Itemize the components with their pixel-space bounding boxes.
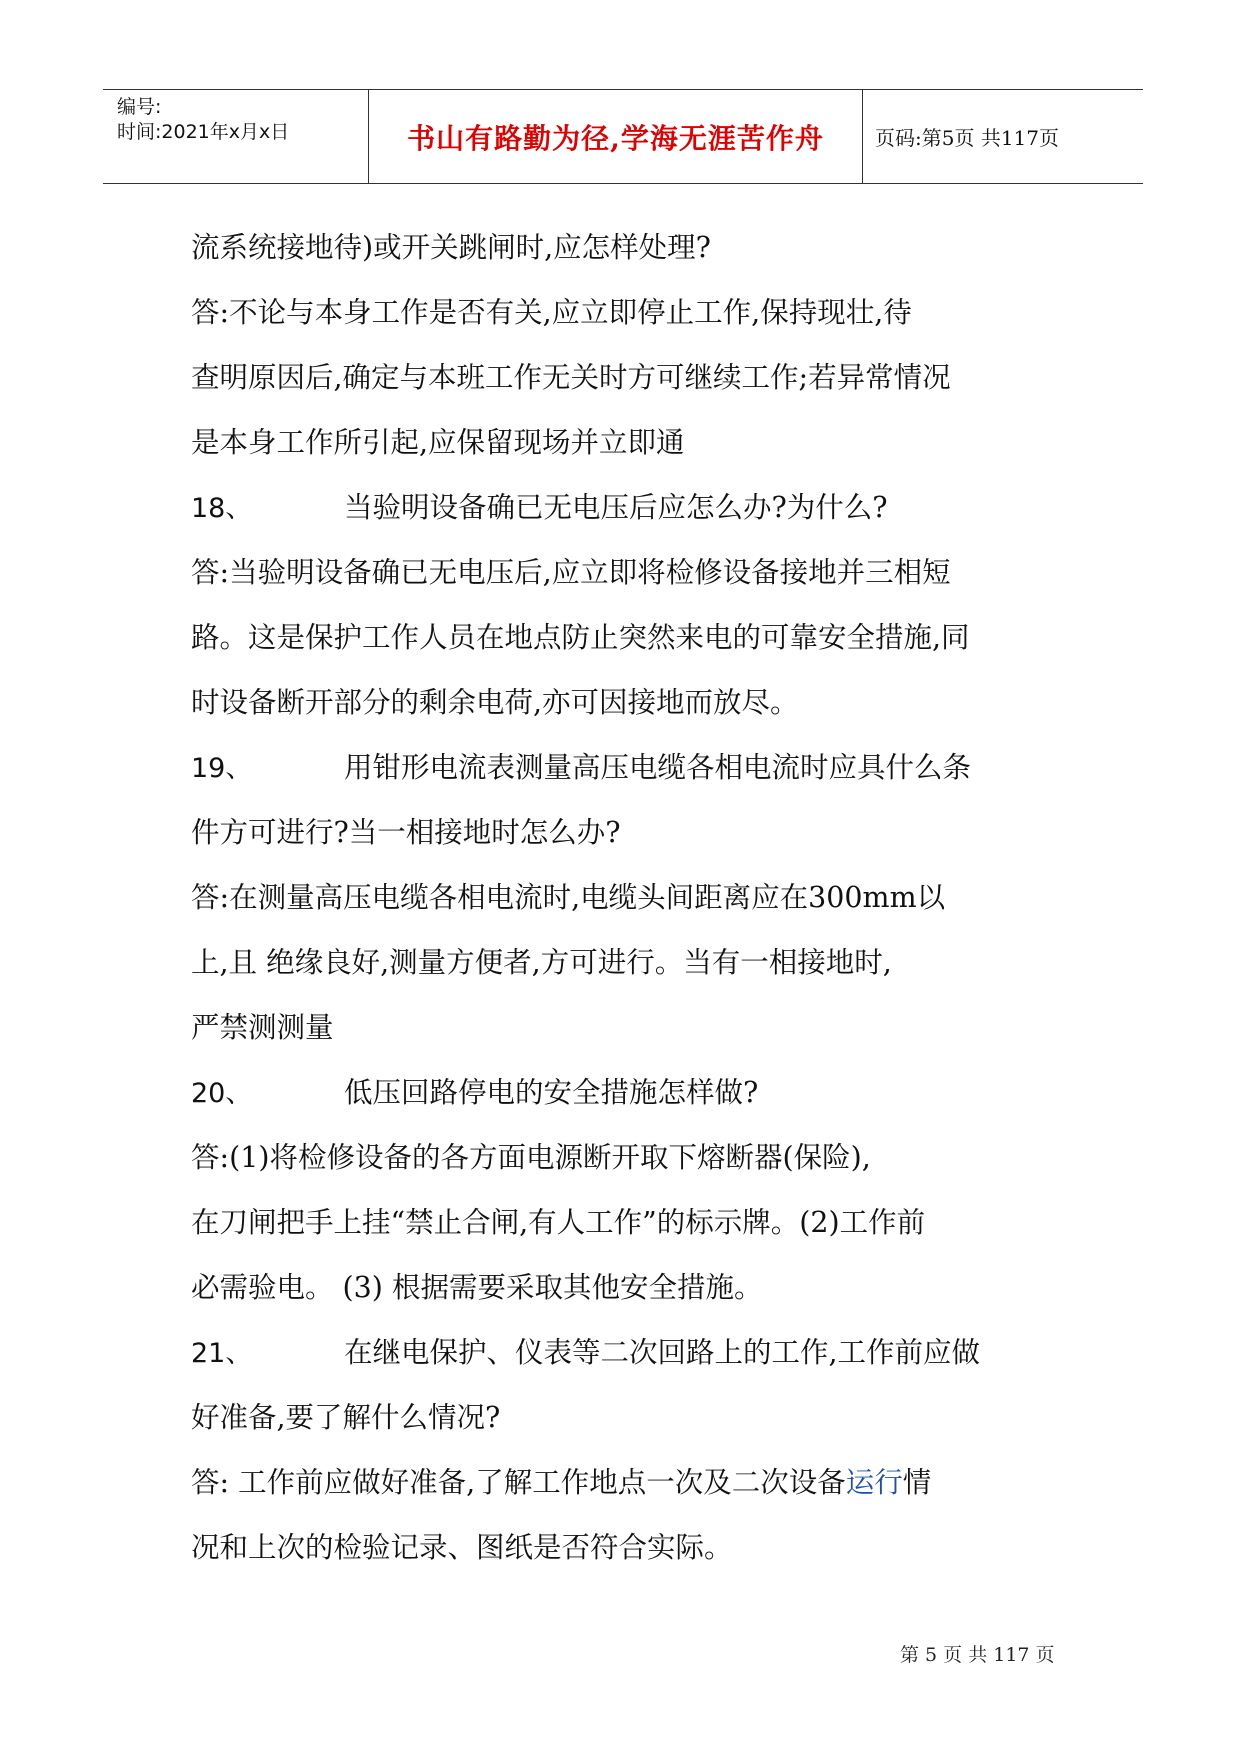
document-body xyxy=(191,215,1061,1580)
line-text: 答: 工作前应做好准备,了解工作地点一次及二次设备 xyxy=(191,1466,846,1499)
text-line xyxy=(191,280,1061,345)
page-header xyxy=(103,89,1143,184)
question-text: 在继电保护、仪表等二次回路上的工作,工作前应做 xyxy=(344,1336,981,1369)
line-text: 严禁测测量 xyxy=(191,1011,334,1044)
line-text: 上,且 绝缘良好,测量方便者,方可进行。当有一相接地时, xyxy=(191,946,892,979)
text-line xyxy=(191,670,1061,735)
question-number: 19、 xyxy=(191,753,253,784)
header-meta xyxy=(103,90,368,183)
header-page-info: 页码:第5页 共117页 xyxy=(875,126,1059,150)
text-line xyxy=(191,540,1061,605)
question-line xyxy=(191,735,1061,800)
line-text: 答:不论与本身工作是否有关,应立即停止工作,保持现壮,待 xyxy=(191,296,912,329)
line-text: 路。这是保护工作人员在地点防止突然来电的可靠安全措施,同 xyxy=(191,621,970,654)
question-text: 低压回路停电的安全措施怎样做? xyxy=(344,1076,759,1109)
line-text: 必需验电。 (3) 根据需要采取其他安全措施。 xyxy=(191,1271,763,1304)
line-text: 答:当验明设备确已无电压后,应立即将检修设备接地并三相短 xyxy=(191,556,951,589)
question-line xyxy=(191,1320,1061,1385)
line-text: 件方可进行?当一相接地时怎么办? xyxy=(191,816,621,849)
text-line xyxy=(191,410,1061,475)
text-line xyxy=(191,1255,1061,1320)
header-motto: 书山有路勤为径,学海无涯苦作舟 xyxy=(368,90,863,183)
date-label: 时间:2021年x月x日 xyxy=(117,121,290,143)
question-line xyxy=(191,475,1061,540)
text-line xyxy=(191,995,1061,1060)
text-line xyxy=(191,605,1061,670)
line-text: 流系统接地待)或开关跳闸时,应怎样处理? xyxy=(191,231,711,264)
text-line xyxy=(191,215,1061,280)
text-line xyxy=(191,1450,1061,1515)
text-line xyxy=(191,1385,1061,1450)
question-number: 21、 xyxy=(191,1338,253,1369)
question-number: 20、 xyxy=(191,1078,253,1109)
question-number: 18、 xyxy=(191,493,253,524)
running-link[interactable]: 运行 xyxy=(845,1466,903,1499)
text-line xyxy=(191,1125,1061,1190)
line-text: 在刀闸把手上挂“禁止合闸,有人工作”的标示牌。(2)工作前 xyxy=(191,1206,926,1239)
line-text: 是本身工作所引起,应保留现场并立即通 xyxy=(191,426,685,459)
text-line xyxy=(191,865,1061,930)
page-footer: 第 5 页 共 117 页 xyxy=(900,1644,1055,1666)
line-text: 查明原因后,确定与本班工作无关时方可继续工作;若异常情况 xyxy=(191,361,951,394)
line-text: 情 xyxy=(902,1466,932,1499)
line-text: 好准备,要了解什么情况? xyxy=(191,1401,501,1434)
line-text: 况和上次的检验记录、图纸是否符合实际。 xyxy=(191,1531,733,1564)
text-line xyxy=(191,345,1061,410)
line-text: 时设备断开部分的剩余电荷,亦可因接地而放尽。 xyxy=(191,686,799,719)
question-line xyxy=(191,1060,1061,1125)
line-text: 答:在测量高压电缆各相电流时,电缆头间距离应在300mm以 xyxy=(191,881,946,914)
text-line xyxy=(191,800,1061,865)
text-line xyxy=(191,930,1061,995)
question-text: 用钳形电流表测量高压电缆各相电流时应具什么条 xyxy=(344,751,972,784)
question-text: 当验明设备确已无电压后应怎么办?为什么? xyxy=(344,491,888,524)
text-line xyxy=(191,1515,1061,1580)
document-number-label: 编号: xyxy=(117,96,162,118)
text-line xyxy=(191,1190,1061,1255)
line-text: 答:(1)将检修设备的各方面电源断开取下熔断器(保险), xyxy=(191,1141,871,1174)
